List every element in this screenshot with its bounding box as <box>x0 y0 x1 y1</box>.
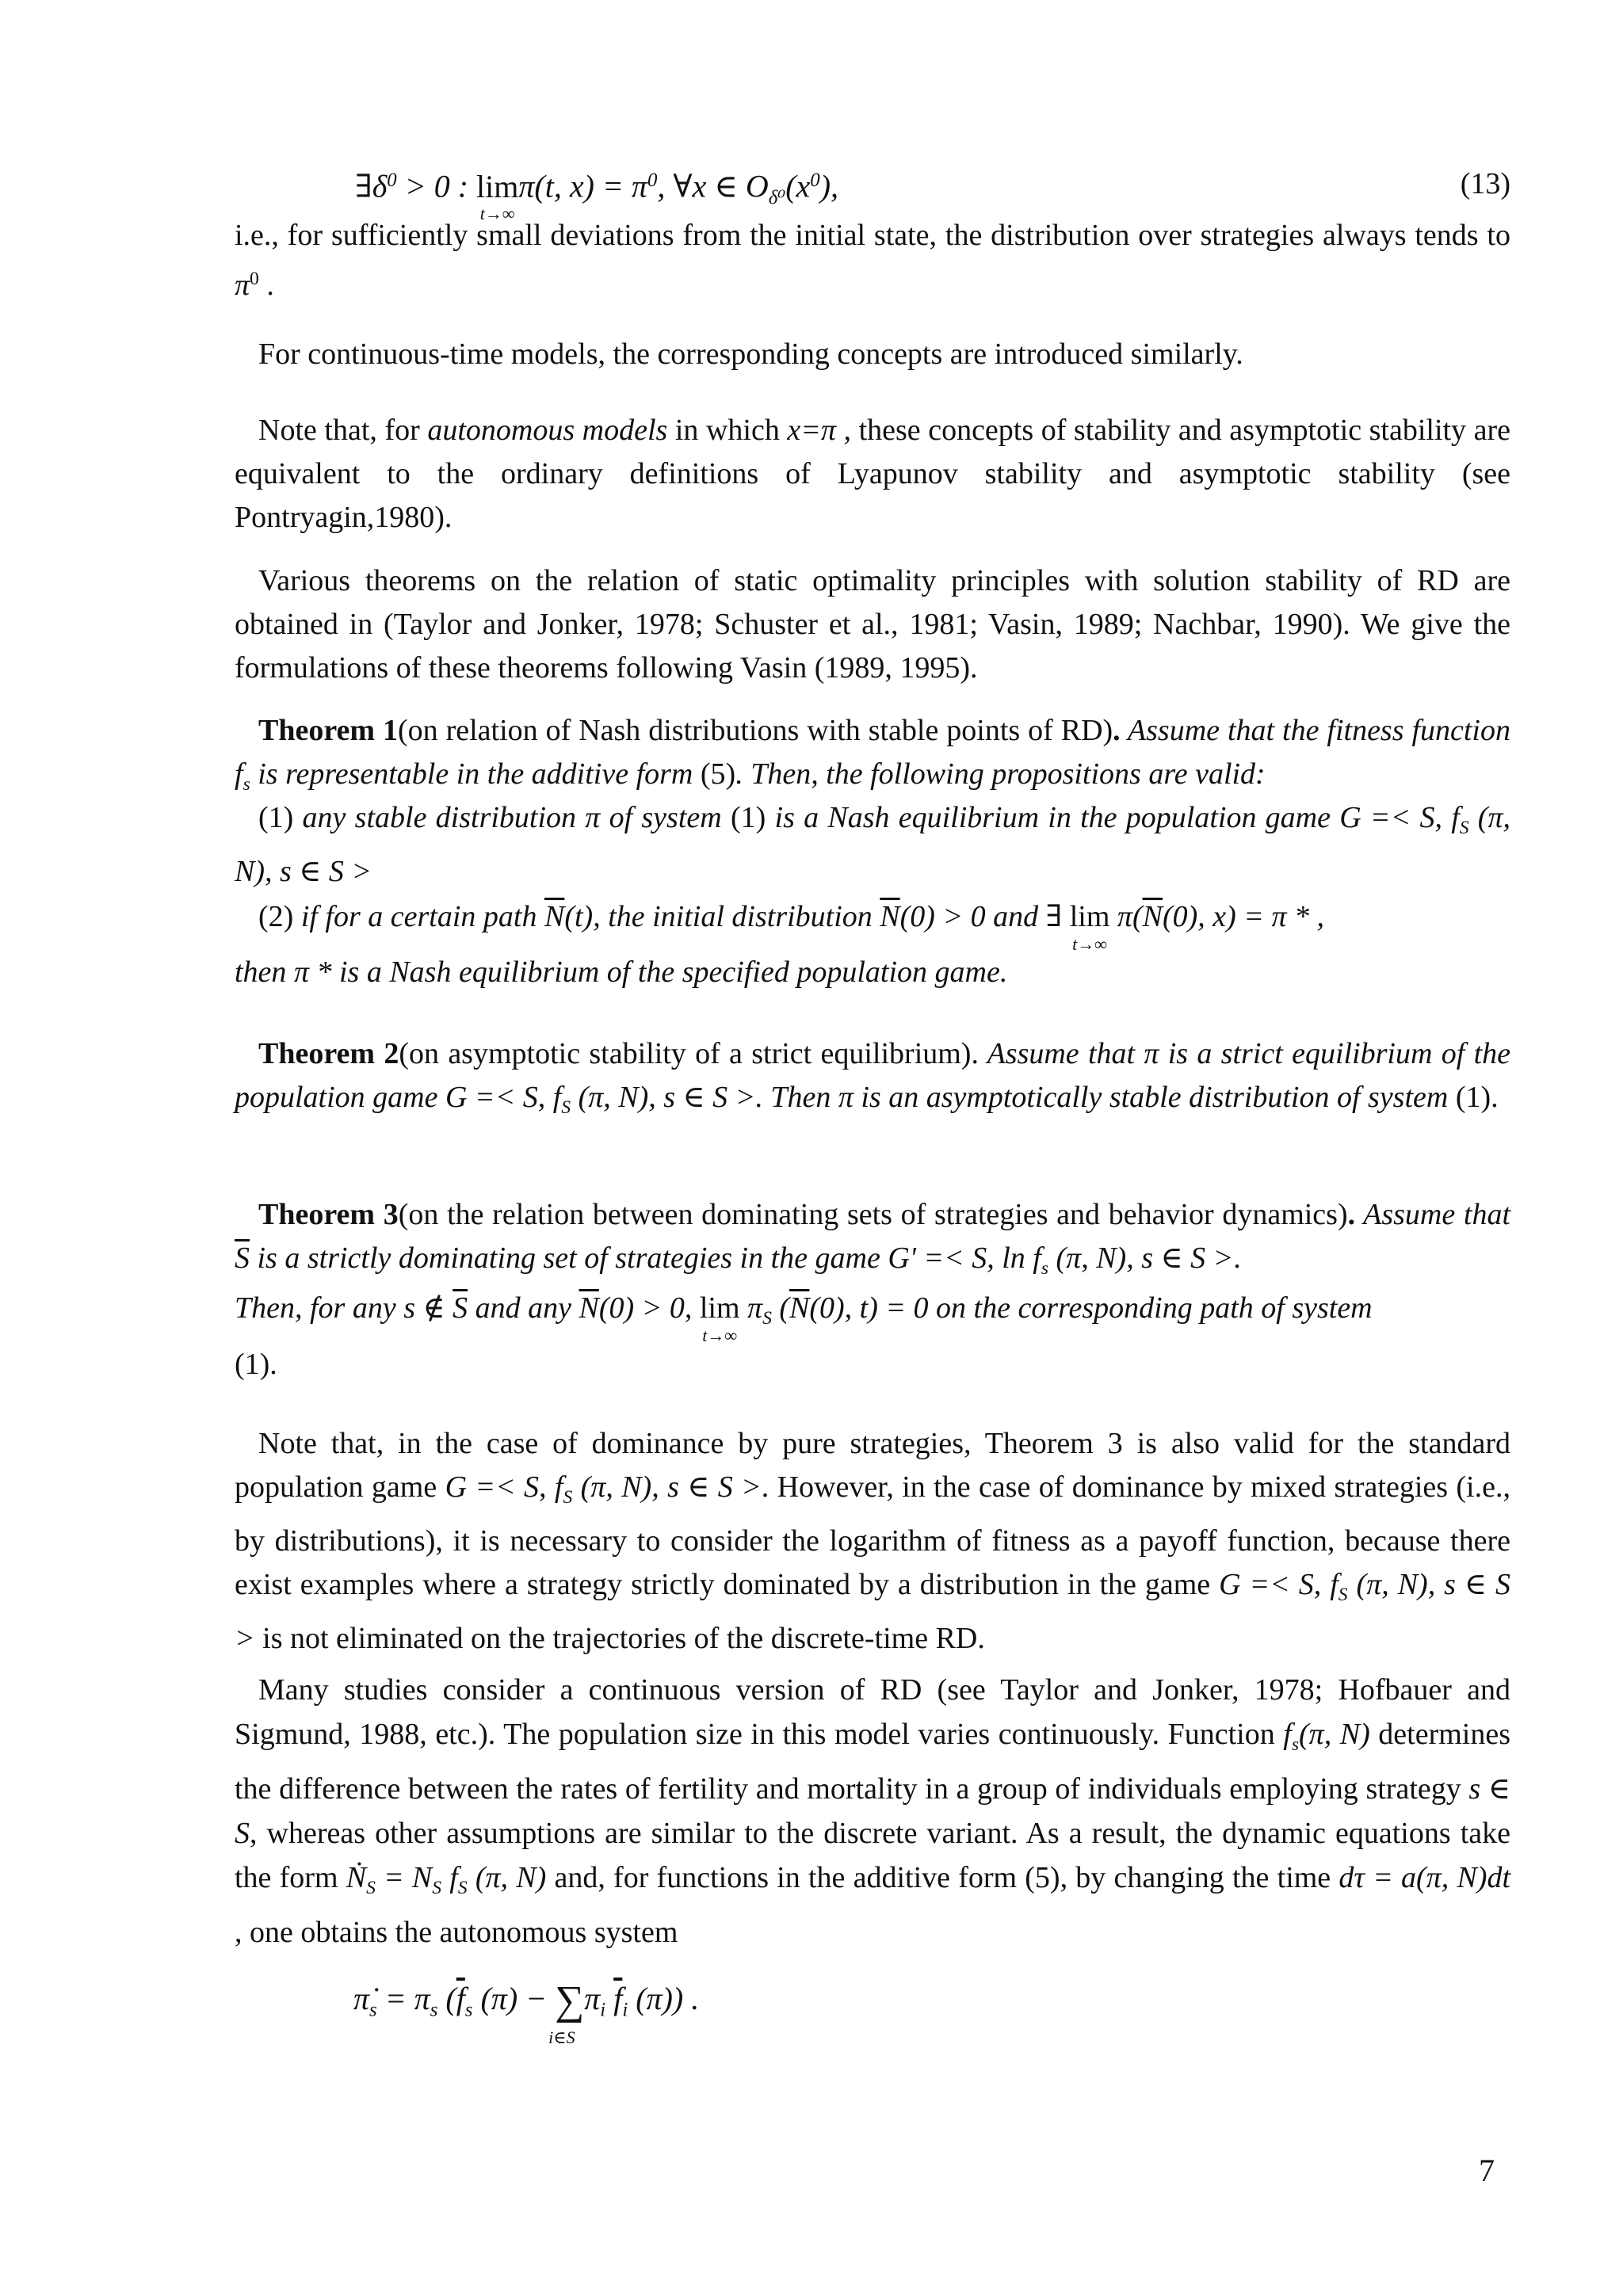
theorem-1-conclusion: then π * is a Nash equilibrium of the specified population game. <box>235 955 1008 989</box>
sum-operator: ∑ i∈S <box>548 1978 585 2047</box>
theorem-1-item-2: (2) if for a certain path $\overline{N}(t)$, the initial distribution $\overline{N}(0) > 0$ and ∃ lim t→∞ $\pi(\overline{N}(0)$, x) = π * , <box>258 900 1324 954</box>
paragraph-autonomous-models: Note that, for autonomous models in which x=π , these concepts of stability and asymptotic stability are equivalent to the ordinary definitions of Lyapunov stability and asymptotic stability (see Pontryagin,1980). <box>235 414 1510 534</box>
equation-13: $\exists\delta^0 > 0$ : lim t→∞ π(t, $x) = \pi^0$, ∀x ∈ $O_{\delta^0}(x^0)$, <box>355 158 838 219</box>
theorem-3: Theorem 3(on the relation between dominating sets of strategies and behavior dynamics). Assume that $\overline{S}$ is a strictly dominating set of strategies in the game G' =< S, $\ln f_s$ (π, N), s ∈ S >. <box>235 1198 1511 1280</box>
theorem-3-ref: (1). <box>235 1348 277 1381</box>
equation-replicator-continuous: $\pi̇_s = \pi_s$ ($\overline{f}_s$ (π) − ∑ i∈S $\pi_i$ $\overline{f}_i$ (π)) . <box>353 1978 700 2047</box>
theorem-3-dominated: Then, for any s ∉ $\overline{S}$ and any $\overline{N}(0) > 0$, lim t→∞ $\pi_S$ ($\overline{N}(0)$, t) = 0 on the corresponding path of system <box>235 1291 1373 1345</box>
paragraph-continuous-rd: Many studies consider a continuous version of RD (see Taylor and Jonker, 1978; Hofbauer and Sigmund, 1988, etc.). The population size in this model varies continuously. Function $f_s(\pi$, N) determines the difference between the rates of fertility and mortality in a group of individuals employing strategy s ∈ S, whereas other assumptions are similar to the discrete variant. As a result, the dynamic equations take the form Ṅ$_S$ = $N_S$ $f_S$ (π, N) and, for functions in the additive form (5), by changing the time dτ = a(π, N)dt , one obtains the autonomous system <box>235 1673 1511 1950</box>
page-number: 7 <box>1479 2153 1495 2188</box>
paragraph-various-theorems: Various theorems on the relation of static optimality principles with solution stability of RD are obtained in (Taylor and Jonker, 1978; Schuster et al., 1981; Vasin, 1989; Nachbar, 1990). We give the formulations of these theorems following Vasin (1989, 1995). <box>235 564 1510 685</box>
paragraph-stability-tends: i.e., for sufficiently small deviations from the initial state, the distribution over strategies always tends to $\pi^0$ . <box>235 219 1510 302</box>
paragraph-continuous-time: For continuous-time models, the corresponding concepts are introduced similarly. <box>258 338 1243 371</box>
theorem-1: Theorem 1(on relation of Nash distributions with stable points of RD). Assume that the fitness function $f_s$ is representable in the additive form (5). Then, the following propositions are valid: <box>235 714 1510 795</box>
paragraph-dominance: Note that, in the case of dominance by pure strategies, Theorem 3 is also valid for the standard population game G =< S, $f_S$ (π, N), s ∈ S >. However, in the case of dominance by mixed strategies (i.e., by distributions), it is necessary to consider the logarithm of fitness as a payoff function, because there exist examples where a strategy strictly dominated by a distribution in the game G =< S, $f_S$ (π, N), s ∈ S > is not eliminated on the trajectories of the discrete-time RD. <box>235 1427 1511 1656</box>
limit-operator: lim t→∞ <box>476 168 519 223</box>
theorem-2: Theorem 2(on asymptotic stability of a strict equilibrium). Assume that π is a strict equilibrium of the population game G =< S, $f_S$ (π, N), s ∈ S >. Then π is an asymptotically stable distribution of system (1). <box>235 1037 1510 1119</box>
equation-number-13: (13) <box>1460 167 1510 200</box>
theorem-1-item-1: (1) any stable distribution π of system (1) is a Nash equilibrium in the population game G =< S, $f_S$ (π, N), s ∈ S > <box>235 801 1510 889</box>
